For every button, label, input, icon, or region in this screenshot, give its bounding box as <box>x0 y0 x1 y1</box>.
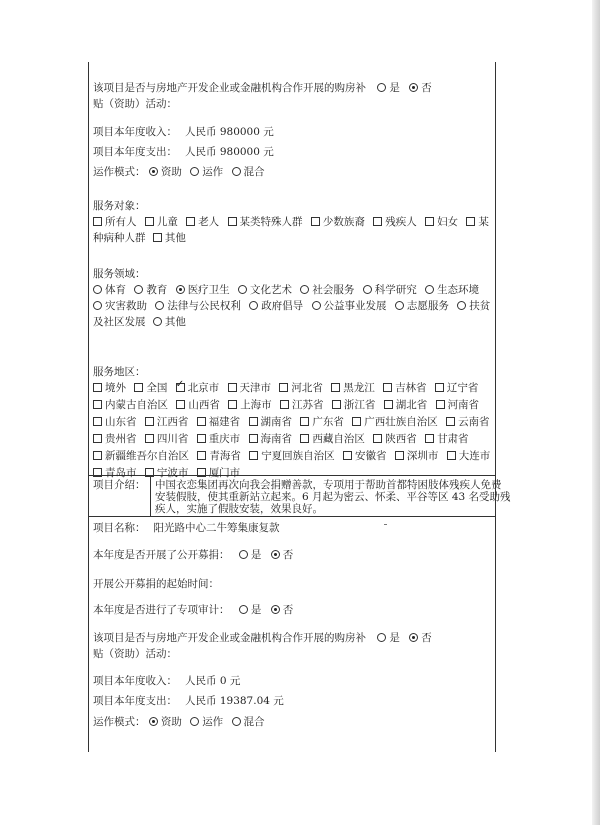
fundraising-no-radio[interactable] <box>271 550 280 559</box>
fields-line1: 体育 教育 医疗卫生 文化艺术 社会服务 科学研究 生态环境 <box>93 284 484 296</box>
region-checkbox[interactable] <box>384 400 393 409</box>
field-radio[interactable] <box>93 301 102 310</box>
table-right-border <box>495 62 496 752</box>
region-checkbox[interactable] <box>249 451 258 460</box>
audit-row: 本年度是否进行了专项审计： 是 否 <box>93 604 294 616</box>
region-checkbox[interactable] <box>446 417 455 426</box>
region-checkbox[interactable] <box>145 417 154 426</box>
region-checkbox[interactable] <box>383 383 392 392</box>
income2-row: 项目本年度收入： 人民币 0 元 <box>93 675 241 687</box>
table-left-border <box>88 62 89 752</box>
service-checkbox[interactable] <box>228 217 237 226</box>
region-checkbox-beijing[interactable] <box>176 383 185 392</box>
region-checkbox[interactable] <box>343 451 352 460</box>
mode-radio-mixed[interactable] <box>232 167 241 176</box>
income-value: 人民币 980000 元 <box>185 126 274 138</box>
region-checkbox[interactable] <box>197 434 206 443</box>
fields-line3: 及社区发展 其他 <box>93 316 186 328</box>
service-checkbox[interactable] <box>466 217 475 226</box>
field-radio[interactable] <box>134 285 143 294</box>
field-radio[interactable] <box>312 301 321 310</box>
region-checkbox[interactable] <box>300 434 309 443</box>
region-checkbox[interactable] <box>197 417 206 426</box>
service-checkbox[interactable] <box>425 217 434 226</box>
expense2-value: 人民币 19387.04 元 <box>185 695 284 707</box>
service-checkbox[interactable] <box>373 217 382 226</box>
region-checkbox[interactable] <box>228 400 237 409</box>
services-line2: 种病种人群 其他 <box>93 232 186 244</box>
field-radio[interactable] <box>363 285 372 294</box>
services-line1: 所有人 儿童 老人 某类特殊人群 少数族裔 残疾人 妇女 某 <box>93 216 494 228</box>
region-checkbox[interactable] <box>93 400 102 409</box>
expense-row: 项目本年度支出： 人民币 980000 元 <box>93 146 274 158</box>
regions-label: 服务地区： <box>93 366 146 378</box>
purchase-question-line1: 该项目是否与房地产开发企业或金融机构合作开展的购房补 是 否 <box>93 82 432 94</box>
mode2-radio-operate[interactable] <box>190 717 199 726</box>
field-radio[interactable] <box>249 301 258 310</box>
region-checkbox[interactable] <box>93 383 102 392</box>
mode2-radio-mixed[interactable] <box>232 717 241 726</box>
mode2-row: 运作模式： 资助 运作 混合 <box>93 716 265 728</box>
region-checkbox[interactable] <box>93 434 102 443</box>
region-checkbox[interactable] <box>436 400 445 409</box>
field-radio[interactable] <box>457 301 466 310</box>
scan-edge-shadow <box>592 0 600 825</box>
fundraising-start-row: 开展公开募捐的起始时间： <box>93 578 219 590</box>
mode-radio-operate[interactable] <box>190 167 199 176</box>
field-radio[interactable] <box>155 301 164 310</box>
purchase2-question-line1: 该项目是否与房地产开发企业或金融机构合作开展的购房补 是 否 <box>93 632 432 644</box>
field-radio-other[interactable] <box>153 317 162 326</box>
region-checkbox[interactable] <box>93 451 102 460</box>
income2-value: 人民币 0 元 <box>185 675 241 687</box>
region-checkbox[interactable] <box>197 468 206 477</box>
region-checkbox[interactable] <box>395 451 404 460</box>
region-checkbox[interactable] <box>280 400 289 409</box>
region-checkbox[interactable] <box>300 417 309 426</box>
intro-line2: 安装假肢，使其重新站立起来。6 月起为密云、怀柔、平谷等区 43 名受助残 <box>155 491 511 503</box>
region-checkbox[interactable] <box>373 434 382 443</box>
region-checkbox[interactable] <box>145 434 154 443</box>
region-checkbox[interactable] <box>145 468 154 477</box>
services-label: 服务对象： <box>93 200 146 212</box>
scan-mark <box>384 524 387 525</box>
mode-row: 运作模式： 资助 运作 混合 <box>93 166 265 178</box>
region-checkbox[interactable] <box>435 383 444 392</box>
mode2-radio-grant[interactable] <box>149 717 158 726</box>
service-checkbox[interactable] <box>186 217 195 226</box>
project-name-value: 阳光路中心二牛筹集康复款 <box>153 522 280 534</box>
service-checkbox[interactable] <box>311 217 320 226</box>
field-radio[interactable] <box>93 285 102 294</box>
region-checkbox[interactable] <box>249 417 258 426</box>
field-radio-medical[interactable] <box>176 285 185 294</box>
field-radio[interactable] <box>238 285 247 294</box>
project-name-row: 项目名称： 阳光路中心二牛筹集康复款 <box>93 522 280 534</box>
regions-grid: 境外 全国 ✓ 北京市 天津市 河北省 黑龙江 吉林省 辽宁省 内蒙古自治区 山西省 上海市 江苏省 浙江省 湖北省 河南省 山东省 江西省 福建省 湖南省 广东省 广西壮族自治区 云南省 贵州省 四川省 重庆市 海南省 西藏自治区 陕西省 甘肃省 新疆维吾尔自治区 青海省 宁夏回族自治区 安徽省 深圳市 大连市 青岛市 宁波市 厦门市 <box>93 382 493 484</box>
purchase-yes-radio[interactable] <box>377 83 386 92</box>
region-checkbox[interactable] <box>352 417 361 426</box>
fields-line2: 灾害救助 法律与公民权利 政府倡导 公益事业发展 志愿服务 扶贫 <box>93 300 495 312</box>
region-checkbox[interactable] <box>331 383 340 392</box>
service-checkbox-other[interactable] <box>153 233 162 242</box>
income-row: 项目本年度收入： 人民币 980000 元 <box>93 126 274 138</box>
intro-line3: 疾人，实施了假肢安装，效果良好。 <box>155 503 323 515</box>
fields-label: 服务领域： <box>93 268 146 280</box>
expense-value: 人民币 980000 元 <box>185 146 274 158</box>
region-checkbox[interactable] <box>197 451 206 460</box>
service-checkbox[interactable] <box>145 217 154 226</box>
region-checkbox[interactable] <box>425 434 434 443</box>
purchase2-question-line2: 贴（资助）活动： <box>93 648 177 660</box>
intro-label: 项目介绍： <box>93 479 146 491</box>
service-checkbox[interactable] <box>93 217 102 226</box>
purchase-no-radio[interactable] <box>409 83 418 92</box>
purchase2-no-radio[interactable] <box>409 633 418 642</box>
audit-yes-radio[interactable] <box>239 605 248 614</box>
field-radio[interactable] <box>425 285 434 294</box>
purchase-question-line2: 贴（资助）活动： <box>93 98 177 110</box>
region-checkbox[interactable] <box>332 400 341 409</box>
fundraising-row: 本年度是否开展了公开募捐： 是 否 <box>93 549 294 561</box>
fundraising-yes-radio[interactable] <box>239 550 248 559</box>
region-checkbox[interactable] <box>228 383 237 392</box>
region-checkbox[interactable] <box>176 400 185 409</box>
region-checkbox[interactable] <box>447 451 456 460</box>
region-checkbox[interactable] <box>93 468 102 477</box>
region-checkbox[interactable] <box>279 383 288 392</box>
expense2-row: 项目本年度支出： 人民币 19387.04 元 <box>93 695 284 707</box>
intro-bottom-border <box>88 516 496 517</box>
audit-no-radio[interactable] <box>271 605 280 614</box>
field-radio[interactable] <box>395 301 404 310</box>
region-checkbox[interactable] <box>249 434 258 443</box>
purchase2-yes-radio[interactable] <box>377 633 386 642</box>
intro-line1: 中国衣恋集团再次向我会捐赠善款，专项用于帮助首都特困肢体残疾人免费 <box>155 479 502 491</box>
region-checkbox[interactable] <box>134 383 143 392</box>
field-radio[interactable] <box>300 285 309 294</box>
region-checkbox[interactable] <box>93 417 102 426</box>
mode-radio-grant[interactable] <box>149 167 158 176</box>
